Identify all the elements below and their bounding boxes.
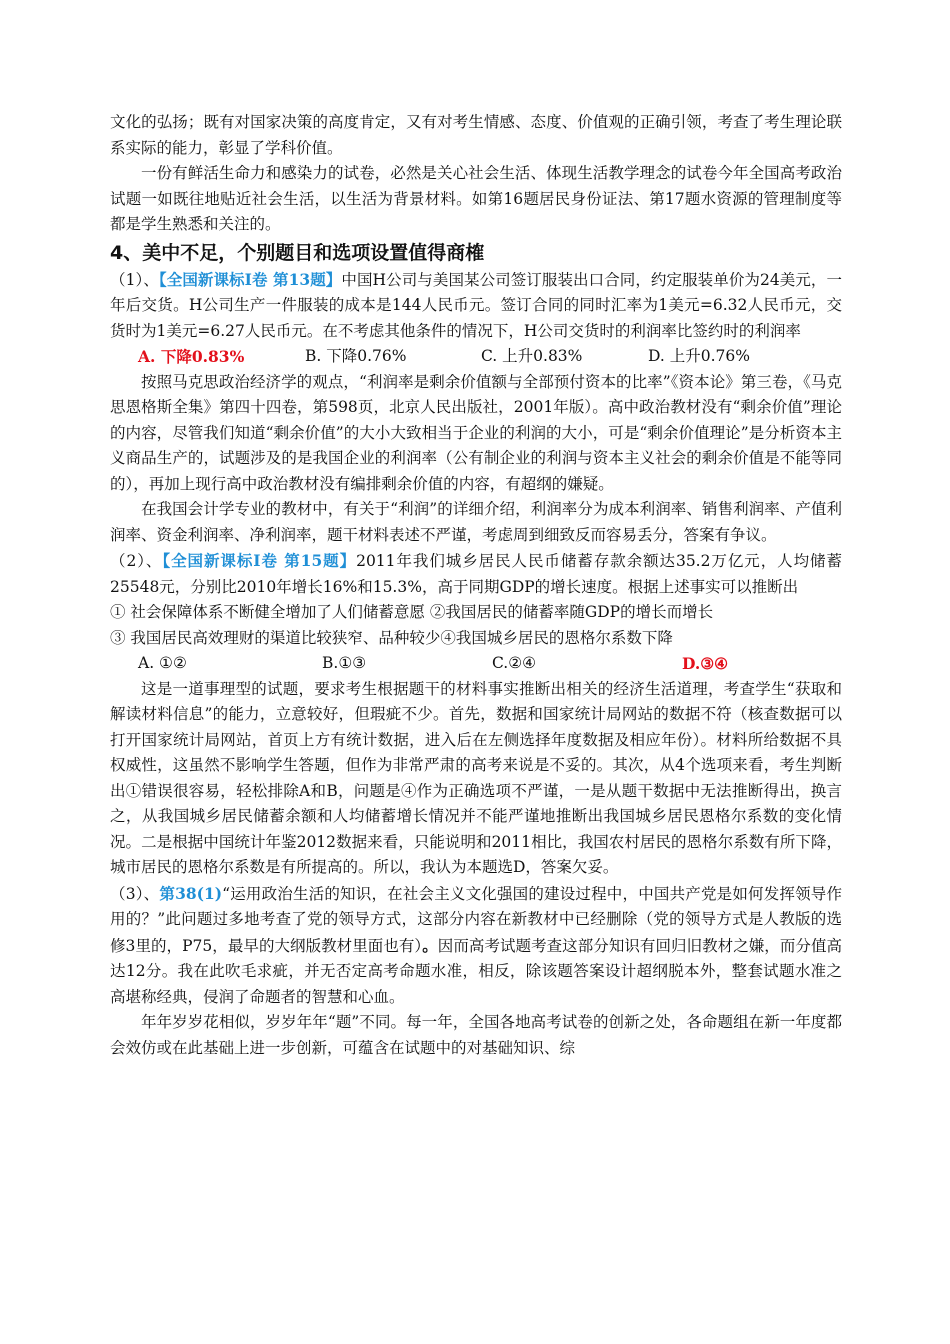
question-2-comment: 这是一道事理型的试题，要求考生根据题干的材料事实推断出相关的经济生活道理，考查学生“获取和解读材料信息”的能力，立意较好，但瑕疵不少。首先，数据和国家统计局网站的数据不符（核查数据可以打开国家统计局网站，首页上方有统计数据，进入后在左侧选择年度数据及相应年份）。材料所给数据不具权威性，这虽然不影响学生答题，但作为非常严肃的高考来说是不妥的。其次，从4个选项来看，考生判断出①错误很容易，轻松排除A和B，问题是④作为正确选项不严谨，一是从题干数据中无法推断得出，换言之，从我国城乡居民储蓄余额和人均储蓄增长情况并不能严谨地推断出我国城乡居民恩格尔系数的变化情况。二是根据中国统计年鉴2012数据来看，只能说明和2011相比，我国农村居民的恩格尔系数有所下降，城市居民的恩格尔系数是有所提高的。所以，我认为本题选D，答案欠妥。 — [110, 679, 842, 876]
question-3-paragraph — [110, 881, 842, 1011]
question-3-number: （3）、 — [110, 884, 160, 903]
question-2-number: （2）、 — [110, 552, 163, 570]
question-2-option-d: D.③④ — [682, 654, 729, 673]
question-3-comment: 因而高考试题考查这部分知识有回归旧教材之嫌，而分值高达12分。我在此吹毛求疵，并无否定高考命题水准，相反，除该题答案设计超纲脱本外，整套试题水准之高堪称经典，侵润了命题者的智慧和心血。 — [110, 936, 842, 1006]
question-1-option-a: A. 下降0.83% — [138, 347, 245, 366]
section-heading: 4、美中不足，个别题目和选项设置值得商榷 — [110, 241, 485, 264]
question-1-option-d: D. 上升0.76% — [648, 347, 750, 365]
question-1-number: （1）、 — [110, 270, 159, 289]
question-1-stem — [110, 267, 842, 345]
question-2-tag: 【全国新课标Ⅰ卷 第15题】 — [162, 551, 357, 570]
question-1-comment-2: 在我国会计学专业的教材中，有关于“利润”的详细介绍，利润率分为成本利润率、销售利润率、产值利润率、资金利润率、净利润率，题干材料表述不严谨，考虑周到细致反而容易丢分，答案有争议。 — [110, 500, 842, 544]
intro-paragraph-2: 一份有鲜活生命力和感染力的试卷，必然是关心社会生活、体现生活教学理念的试卷今年全国高考政治试题一如既往地贴近社会生活，以生活为背景材料。如第16题居民身份证法、第17题水资源的管理制度等都是学生熟悉和关注的。 — [110, 164, 842, 233]
question-1-text: 中国H公司与美国某公司签订服装出口合同，约定服装单价为24美元，一年后交货。H公司生产一件服装的成本是144人民币元。签订合同的同时汇率为1美元=6.32人民币元，交货时为1美元=6.27人民币元。在不考虑其他条件的情况下，H公司交货时的利润率比签约时的利润率 — [110, 270, 842, 340]
question-3-tag: 第38(1) — [159, 883, 223, 903]
question-3-period: 。 — [422, 935, 438, 955]
question-1-comment-1: 按照马克思政治经济学的观点，“利润率是剩余价值额与全部预付资本的比率”《资本论》第三卷，《马克思恩格斯全集》第四十四卷，第598页，北京人民出版社，2001年版）。高中政治教材没有“剩余价值”理论的内容，尽管我们知道“剩余价值”的大小大致相当于企业的利润的大小，可是“剩余价值理论”是分析资本主义商品生产的，试题涉及的是我国企业的利润率（公有制企业的利润与资本主义社会的剩余价值是不能等同的），再加上现行高中政治教材没有编排剩余价值的内容，有超纲的嫌疑。 — [110, 372, 842, 493]
question-3-text: “运用政治生活的知识，在社会主义文化强国的建设过程中，中国共产党是如何发挥领导作用的？”此问题过多地考查了党的领导方式，这部分内容在新教材中已经删除（党的领导方式是人教版的选修3里的，P75，最早的大纲版教材里面也有） — [110, 884, 842, 955]
question-2-text: 2011年我们城乡居民人民币储蓄存款余额达35.2万亿元，人均储蓄25548元，分别比2010年增长16%和15.3%，高于同期GDP的增长速度。根据上述事实可以推断出 — [110, 552, 842, 596]
question-1-options — [110, 344, 842, 370]
question-2-options — [110, 651, 842, 677]
question-2-stem — [110, 548, 842, 600]
question-1-option-c: C. 上升0.83% — [481, 347, 583, 365]
question-2-items-1-2: ① 社会保障体系不断健全增加了人们储蓄意愿 ②我国居民的储蓄率随GDP的增长而增长 — [110, 603, 714, 621]
question-2-option-a: A. ①② — [138, 654, 187, 672]
question-2-items-3-4: ③ 我国居民高效理财的渠道比较狭窄、品种较少④我国城乡居民的恩格尔系数下降 — [110, 628, 673, 647]
question-2-option-b: B.①③ — [322, 654, 367, 672]
question-2-option-c: C.②④ — [492, 654, 537, 672]
question-1-tag: 【全国新课标Ⅰ卷 第13题】 — [158, 269, 342, 289]
intro-paragraph-1: 文化的弘扬；既有对国家决策的高度肯定，又有对考生情感、态度、价值观的正确引领，考查了考生理论联系实际的能力，彰显了学科价值。 — [110, 113, 842, 157]
closing-paragraph: 年年岁岁花相似，岁岁年年“题”不同。每一年，全国各地高考试卷的创新之处，各命题组在新一年度都会效仿或在此基础上进一步创新，可蕴含在试题中的对基础知识、综 — [110, 1013, 842, 1057]
question-1-option-b: B. 下降0.76% — [305, 347, 407, 365]
document-page — [110, 110, 842, 1061]
